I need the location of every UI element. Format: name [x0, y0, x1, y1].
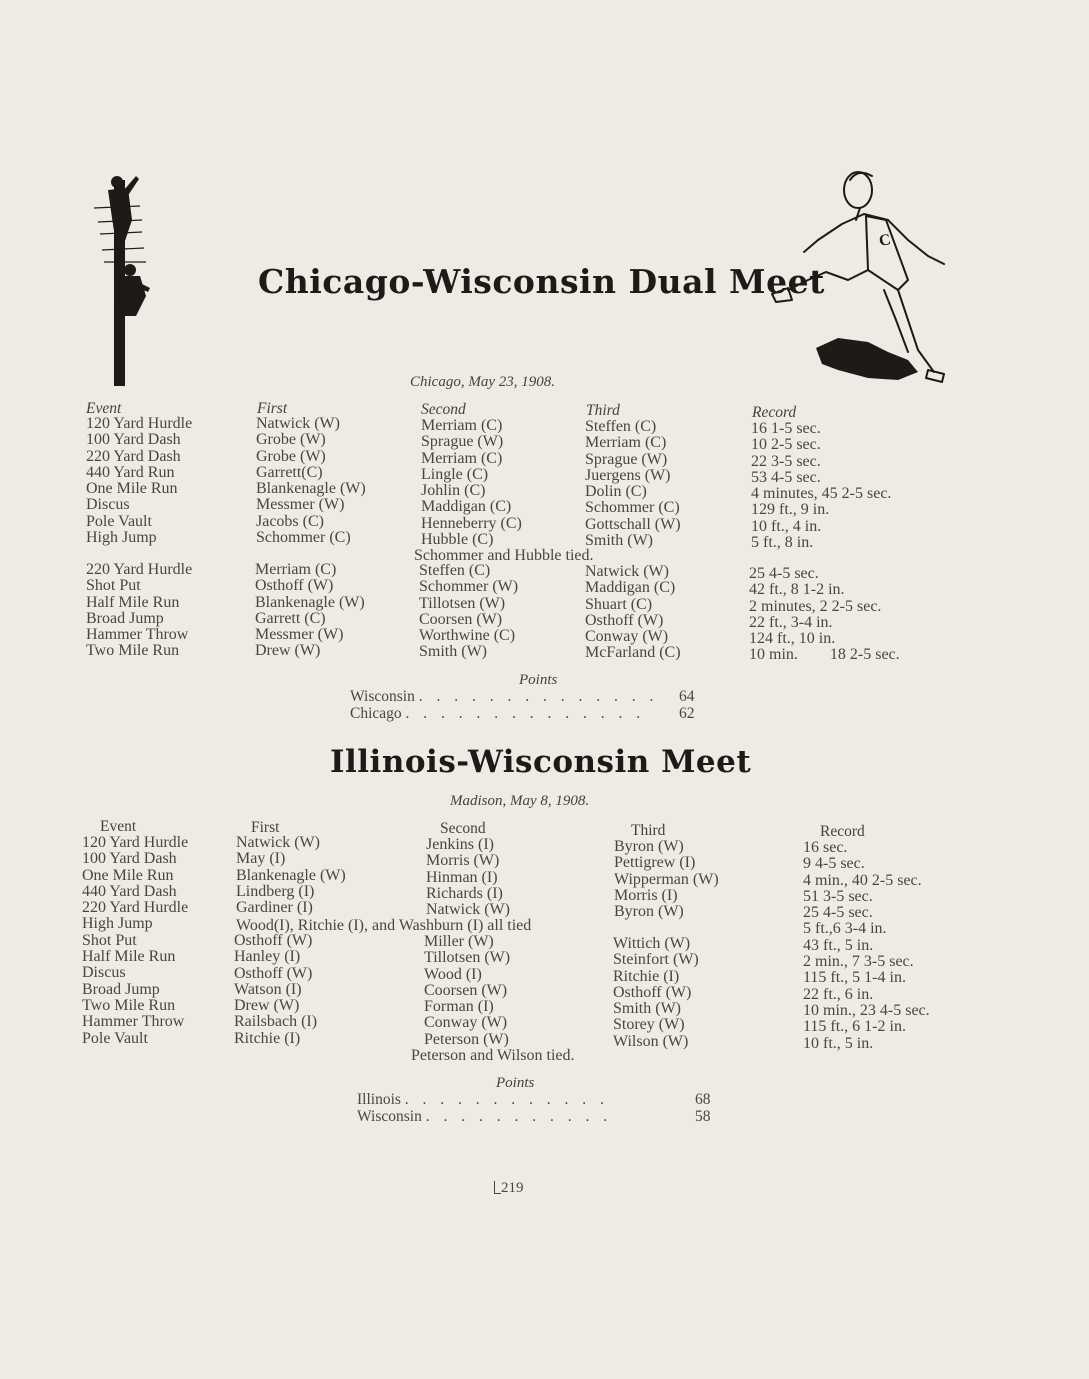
event-name: Broad Jump — [82, 980, 160, 998]
third-place: Natwick (W) — [585, 563, 669, 580]
meet2-high-jump-tie: Wood(I), Ritchie (I), and Washburn (I) all tied — [236, 917, 532, 934]
record: 5 ft., 8 in. — [751, 534, 814, 552]
third-place: Schommer (C) — [585, 499, 680, 517]
meet2-third-b — [613, 936, 699, 1050]
record: 22 ft., 3-4 in. — [749, 613, 833, 631]
third-place: Conway (W) — [585, 628, 669, 646]
dot-leader: . . . . . . . . . . . — [425, 1108, 613, 1125]
first-place: Gardiner (I) — [236, 899, 313, 917]
third-place: Steffen (C) — [585, 418, 657, 435]
dot-leader: . . . . . . . . . . . . — [404, 1091, 609, 1108]
meet2-place-date: Madison, May 8, 1908. — [450, 793, 590, 809]
record: 22 ft., 6 in. — [803, 985, 874, 1003]
first-place: Hanley (I) — [234, 948, 301, 966]
third-place: Smith (W) — [585, 532, 653, 550]
page-number-text: 219 — [501, 1180, 524, 1196]
event-name: One Mile Run — [86, 480, 178, 498]
record: 10 ft., 4 in. — [751, 517, 822, 535]
third-place: Wittich (W) — [613, 935, 691, 952]
meet1-header-event: Event — [86, 400, 122, 417]
record: 25 4-5 sec. — [749, 565, 819, 582]
meet2-points-table — [357, 1091, 717, 1125]
meet1-points-label: Points — [519, 672, 558, 688]
first-place: Railsbach (I) — [234, 1013, 318, 1031]
meet2-title: Illinois-Wisconsin Meet — [330, 744, 752, 780]
third-place: Gottschall (W) — [585, 515, 681, 533]
first-place: Schommer (C) — [256, 529, 351, 547]
meet1-events-b — [86, 562, 192, 660]
second-place: Johlin (C) — [421, 482, 486, 500]
meet2-first-a — [236, 835, 346, 916]
record: 124 ft., 10 in. — [749, 630, 836, 648]
third-place: Byron (W) — [614, 903, 684, 921]
record: 115 ft., 6 1-2 in. — [803, 1018, 906, 1036]
meet1-header-first: First — [257, 400, 288, 417]
third-place: Dolin (C) — [585, 483, 647, 501]
first-place: Messmer (W) — [256, 496, 345, 514]
meet1-third-b — [585, 564, 681, 662]
first-place: Blankenagle (W) — [255, 593, 365, 611]
second-place: Miller (W) — [424, 933, 494, 950]
record: 10 min. 18 2-5 sec. — [749, 646, 900, 664]
third-place: Steinfort (W) — [613, 951, 699, 969]
event-name: Broad Jump — [86, 609, 164, 627]
record: 25 4-5 sec. — [803, 904, 873, 922]
points-row — [350, 688, 698, 705]
event-name: Pole Vault — [82, 1029, 148, 1047]
first-place: Jacobs (C) — [256, 512, 324, 530]
record: 2 min., 7 3-5 sec. — [803, 953, 914, 971]
meet2-header-second: Second — [440, 820, 486, 837]
event-name: Pole Vault — [86, 512, 152, 530]
event-name: Shot Put — [86, 577, 141, 595]
first-place: Osthoff (W) — [234, 932, 313, 949]
meet2-second-a — [426, 837, 510, 918]
event-name: High Jump — [82, 915, 153, 933]
event-name: 120 Yard Hurdle — [82, 834, 189, 851]
second-place: Morris (W) — [426, 852, 500, 870]
second-place: Conway (W) — [424, 1014, 508, 1032]
team-score: 68 — [695, 1091, 711, 1108]
meet2-second-b — [424, 934, 510, 1048]
team-score: 58 — [695, 1108, 711, 1125]
meet1-record-a — [751, 421, 891, 551]
first-place: Garrett (C) — [255, 609, 326, 627]
record: 115 ft., 5 1-4 in. — [803, 969, 906, 987]
first-place: Osthoff (W) — [255, 577, 334, 595]
first-place: Drew (W) — [234, 997, 300, 1015]
record: 129 ft., 9 in. — [751, 501, 830, 519]
third-place: Juergens (W) — [585, 466, 671, 484]
event-name: 100 Yard Dash — [86, 431, 181, 449]
third-place: Storey (W) — [613, 1016, 685, 1034]
meet2-header-third: Third — [631, 822, 666, 839]
meet1-points-table — [350, 688, 698, 722]
event-name: Half Mile Run — [86, 593, 180, 611]
second-place: Smith (W) — [419, 643, 487, 661]
second-place: Wood (I) — [424, 965, 482, 983]
second-place: Jenkins (I) — [426, 836, 494, 853]
meet2-header-event: Event — [100, 818, 137, 835]
record: 4 minutes, 45 2-5 sec. — [751, 485, 892, 503]
second-place: Tillotsen (W) — [419, 594, 506, 612]
first-place: Garrett(C) — [256, 463, 323, 481]
points-row — [357, 1108, 717, 1125]
second-place: Richards (I) — [426, 884, 503, 902]
third-place: Shuart (C) — [585, 595, 653, 613]
record: 16 1-5 sec. — [751, 420, 821, 437]
team-name: Chicago — [350, 705, 402, 722]
record: 51 3-5 sec. — [803, 887, 873, 905]
event-name: Two Mile Run — [86, 642, 180, 660]
event-name: 440 Yard Run — [86, 463, 175, 481]
event-name: 220 Yard Hurdle — [86, 561, 193, 578]
page-bracket-mark — [494, 1181, 501, 1194]
meet1-header-record: Record — [752, 404, 797, 421]
meet2-first-b — [234, 933, 317, 1047]
third-place: Maddigan (C) — [585, 579, 676, 597]
third-place: Osthoff (W) — [585, 611, 664, 629]
third-place: McFarland (C) — [585, 644, 681, 662]
first-place: Grobe (W) — [256, 431, 326, 449]
meet2-record — [803, 840, 930, 1052]
third-place: Sprague (W) — [585, 450, 668, 468]
third-place: Osthoff (W) — [613, 983, 692, 1001]
first-place: Osthoff (W) — [234, 964, 313, 982]
event-name: 440 Yard Dash — [82, 882, 177, 900]
team-name: Wisconsin — [350, 688, 415, 705]
record: 5 ft.,6 3-4 in. — [803, 920, 887, 938]
third-place: Byron (W) — [614, 838, 684, 855]
first-place: Messmer (W) — [255, 626, 344, 644]
record: 53 4-5 sec. — [751, 468, 821, 486]
points-row — [357, 1091, 717, 1108]
event-name: 100 Yard Dash — [82, 850, 177, 868]
meet1-second-b — [419, 563, 518, 661]
meet1-place-date: Chicago, May 23, 1908. — [410, 374, 555, 390]
record: 43 ft., 5 in. — [803, 936, 874, 954]
second-place: Coorsen (W) — [419, 610, 503, 628]
meet1-header-third: Third — [586, 402, 620, 419]
meet1-header-second: Second — [421, 401, 466, 418]
event-name: Hammer Throw — [82, 1013, 185, 1031]
record: 10 2-5 sec. — [751, 436, 821, 454]
first-place: Natwick (W) — [256, 415, 340, 432]
meet1-record-b — [749, 566, 900, 664]
meet2-third-a — [614, 839, 719, 920]
team-score: 64 — [679, 688, 695, 705]
meet1-first-b — [255, 562, 365, 660]
first-place: Natwick (W) — [236, 834, 320, 851]
event-name: 220 Yard Dash — [86, 447, 181, 465]
third-place: Pettigrew (I) — [614, 854, 696, 872]
record: 22 3-5 sec. — [751, 452, 821, 470]
third-place: Wipperman (W) — [614, 870, 719, 888]
event-name: Discus — [82, 964, 126, 982]
second-place: Maddigan (C) — [421, 498, 512, 516]
second-place: Schommer (W) — [419, 578, 519, 596]
third-place: Smith (W) — [613, 1000, 681, 1018]
second-place: Henneberry (C) — [421, 514, 522, 532]
record: 9 4-5 sec. — [803, 855, 865, 873]
meet1-title: Chicago-Wisconsin Dual Meet — [258, 262, 825, 301]
pole-climbers-illustration — [84, 170, 156, 392]
second-place: Tillotsen (W) — [424, 949, 511, 967]
first-place: Blankenagle (W) — [236, 866, 346, 884]
event-name: 220 Yard Hurdle — [82, 899, 189, 917]
record: 42 ft., 8 1-2 in. — [749, 581, 845, 599]
second-place: Coorsen (W) — [424, 981, 508, 999]
team-score: 62 — [679, 705, 695, 722]
third-place: Wilson (W) — [613, 1032, 689, 1050]
meet1-second-a — [421, 418, 522, 548]
first-place: Blankenagle (W) — [256, 480, 366, 498]
meet2-tie-note: Peterson and Wilson tied. — [411, 1047, 575, 1064]
dot-leader: . . . . . . . . . . . . . . — [405, 705, 646, 722]
first-place: Ritchie (I) — [234, 1029, 301, 1047]
dot-leader: . . . . . . . . . . . . . . — [418, 688, 659, 705]
record: 2 minutes, 2 2-5 sec. — [749, 597, 882, 615]
second-place: Lingle (C) — [421, 465, 489, 483]
second-place: Hinman (I) — [426, 868, 498, 886]
second-place: Hubble (C) — [421, 531, 494, 549]
second-place: Natwick (W) — [426, 901, 510, 919]
first-place: May (I) — [236, 850, 286, 868]
meet1-events-a — [86, 416, 192, 546]
event-name: One Mile Run — [82, 866, 174, 884]
meet1-first-a — [256, 416, 366, 546]
second-place: Worthwine (C) — [419, 627, 516, 645]
record: 4 min., 40 2-5 sec. — [803, 871, 922, 889]
record: 10 min., 23 4-5 sec. — [803, 1001, 930, 1019]
page-number — [494, 1180, 524, 1197]
second-place: Merriam (C) — [421, 449, 503, 467]
third-place: Morris (I) — [614, 886, 678, 904]
third-place: Ritchie (I) — [613, 967, 680, 985]
event-name: High Jump — [86, 529, 157, 547]
svg-text:C: C — [877, 231, 893, 250]
first-place: Lindberg (I) — [236, 882, 315, 900]
meet2-header-first: First — [251, 819, 280, 836]
first-place: Grobe (W) — [256, 447, 326, 465]
team-name: Wisconsin — [357, 1108, 422, 1125]
first-place: Watson (I) — [234, 980, 302, 998]
team-name: Illinois — [357, 1091, 401, 1108]
first-place: Merriam (C) — [255, 561, 337, 578]
meet1-tie-note: Schommer and Hubble tied. — [414, 547, 594, 564]
event-name: Shot Put — [82, 931, 137, 949]
meet2-points-label: Points — [496, 1075, 535, 1091]
second-place: Merriam (C) — [421, 417, 503, 434]
second-place: Forman (I) — [424, 998, 494, 1016]
second-place: Sprague (W) — [421, 433, 504, 451]
points-row — [350, 705, 698, 722]
meet1-third-a — [585, 419, 681, 549]
record: 16 sec. — [803, 839, 848, 856]
event-name: Half Mile Run — [82, 948, 176, 966]
first-place: Drew (W) — [255, 642, 321, 660]
meet2-header-record: Record — [820, 823, 865, 840]
event-name: Hammer Throw — [86, 626, 189, 644]
event-name: Discus — [86, 496, 130, 514]
second-place: Steffen (C) — [419, 562, 491, 579]
meet2-events — [82, 835, 188, 1047]
record: 10 ft., 5 in. — [803, 1034, 874, 1052]
second-place: Peterson (W) — [424, 1030, 509, 1048]
event-name: Two Mile Run — [82, 996, 176, 1014]
third-place: Merriam (C) — [585, 434, 667, 452]
event-name: 120 Yard Hurdle — [86, 415, 193, 432]
